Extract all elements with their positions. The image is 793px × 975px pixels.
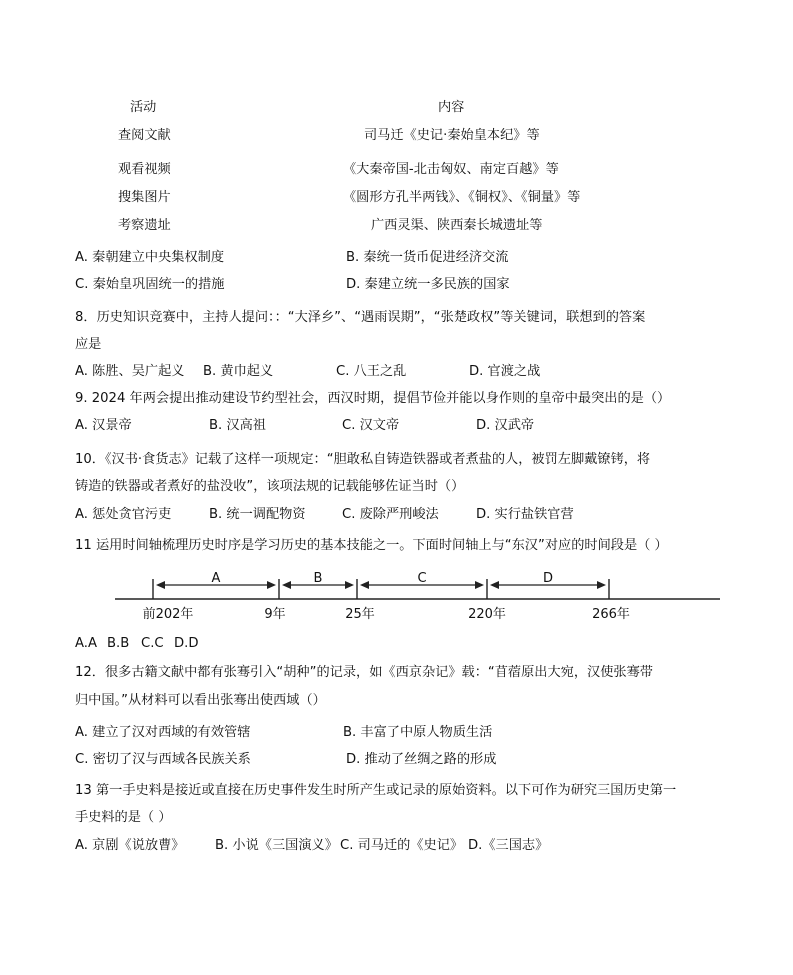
timeline-segment-label: B	[313, 571, 323, 586]
option-c[interactable]: C. 密切了汉与西域各民族关系	[75, 752, 251, 767]
option-a[interactable]: A. 秦朝建立中央集权制度	[75, 250, 225, 265]
option-a[interactable]: A. 建立了汉对西域的有效管辖	[75, 725, 251, 740]
timeline-segment-b	[282, 571, 354, 589]
option-d[interactable]: D.D	[174, 636, 199, 651]
question-text: 11 运用时间轴梳理历史时序是学习历史的基本技能之一。下面时间轴上与“东汉”对应的时间段是（ ）	[75, 538, 668, 553]
option-d[interactable]: D. 官渡之战	[469, 364, 541, 379]
question-text: 8．历史知识竞赛中，主持人提问：：“大泽乡”、“遇雨误期”，“张楚政权”等关键词，联想到的答案	[75, 310, 646, 325]
table-row-activity: 观看视频	[118, 162, 171, 177]
option-b[interactable]: B.B	[107, 636, 130, 651]
table-header-activity: 活动	[130, 100, 157, 115]
option-a[interactable]: A. 京剧《说放曹》	[75, 838, 185, 853]
option-b[interactable]: B. 统一调配物资	[209, 507, 306, 522]
option-d[interactable]: D. 实行盐铁官营	[476, 507, 574, 522]
option-b[interactable]: B. 秦统一货币促进经济交流	[346, 250, 509, 265]
timeline-tick-label: 9年	[264, 607, 286, 622]
question-text: 铸造的铁器或者煮好的盐没收”，该项法规的记载能够佐证当时（）	[75, 479, 465, 494]
timeline-segment-c	[360, 571, 484, 589]
question-text: 9. 2024 年两会提出推动建设节约型社会，西汉时期，提倡节俭并能以身作则的皇帝中最突出的是（）	[75, 391, 671, 406]
option-a[interactable]: A. 汉景帝	[75, 418, 132, 433]
table-row-activity: 搜集图片	[118, 190, 171, 205]
option-c[interactable]: C.C	[141, 636, 164, 651]
timeline-tick-label: 266年	[592, 607, 630, 622]
option-a[interactable]: A. 陈胜、吴广起义	[75, 364, 185, 379]
timeline-segment-a	[156, 571, 276, 589]
option-d[interactable]: D. 秦建立统一多民族的国家	[346, 277, 510, 292]
option-c[interactable]: C. 八王之乱	[336, 364, 407, 379]
option-c[interactable]: C. 废除严刑峻法	[342, 507, 439, 522]
table-row-content: 《大秦帝国-北击匈奴、南定百越》等	[343, 162, 559, 177]
option-a[interactable]: A. 惩处贪官污吏	[75, 507, 172, 522]
table-row-content: 广西灵渠、陕西秦长城遗址等	[371, 218, 543, 233]
timeline-tick-label: 25年	[345, 607, 375, 622]
timeline-tick-label: 前202年	[142, 607, 194, 622]
timeline	[0, 560, 793, 630]
table-row-content: 司马迁《史记·秦始皇本纪》等	[364, 128, 540, 143]
question-text: 12．很多古籍文献中都有张骞引入“胡种”的记录，如《西京杂记》载：“苜蓿原出大宛，汉使张骞带	[75, 665, 653, 680]
option-c[interactable]: C. 司马迁的《史记》	[340, 838, 464, 853]
table-row-content: 《圆形方孔半两钱》、《铜权》、《铜量》等	[343, 190, 581, 205]
table-row-activity: 考察遗址	[118, 218, 171, 233]
timeline-segment-label: D	[542, 571, 554, 586]
option-c[interactable]: C. 秦始皇巩固统一的措施	[75, 277, 225, 292]
option-b[interactable]: B. 黄巾起义	[203, 364, 274, 379]
option-b[interactable]: B. 小说《三国演义》	[215, 838, 338, 853]
question-text: 13 第一手史料是接近或直接在历史事件发生时所产生或记录的原始资料。以下可作为研究三国历史第一	[75, 783, 677, 798]
timeline-tick-label: 220年	[468, 607, 506, 622]
table-header-content: 内容	[438, 100, 465, 115]
question-text: 手史料的是（ ）	[75, 810, 172, 825]
option-b[interactable]: B. 汉高祖	[209, 418, 266, 433]
question-text: 10．《汉书·食货志》记载了这样一项规定：“胆敢私自铸造铁器或者煮盐的人，被罚左脚戴镣铐，将	[75, 452, 651, 467]
timeline-segment-d	[490, 571, 606, 589]
question-text: 应是	[75, 337, 102, 352]
option-d[interactable]: D. 推动了丝绸之路的形成	[346, 752, 497, 767]
option-d[interactable]: D.《三国志》	[468, 838, 549, 853]
option-b[interactable]: B. 丰富了中原人物质生活	[343, 725, 493, 740]
option-a[interactable]: A.A	[75, 636, 98, 651]
table-row-activity: 查阅文献	[118, 128, 171, 143]
option-c[interactable]: C. 汉文帝	[342, 418, 400, 433]
timeline-segment-label: C	[417, 571, 427, 586]
option-d[interactable]: D. 汉武帝	[476, 418, 535, 433]
question-text: 归中国。”从材料可以看出张骞出使西域（）	[75, 693, 326, 708]
timeline-segment-label: A	[211, 571, 221, 586]
